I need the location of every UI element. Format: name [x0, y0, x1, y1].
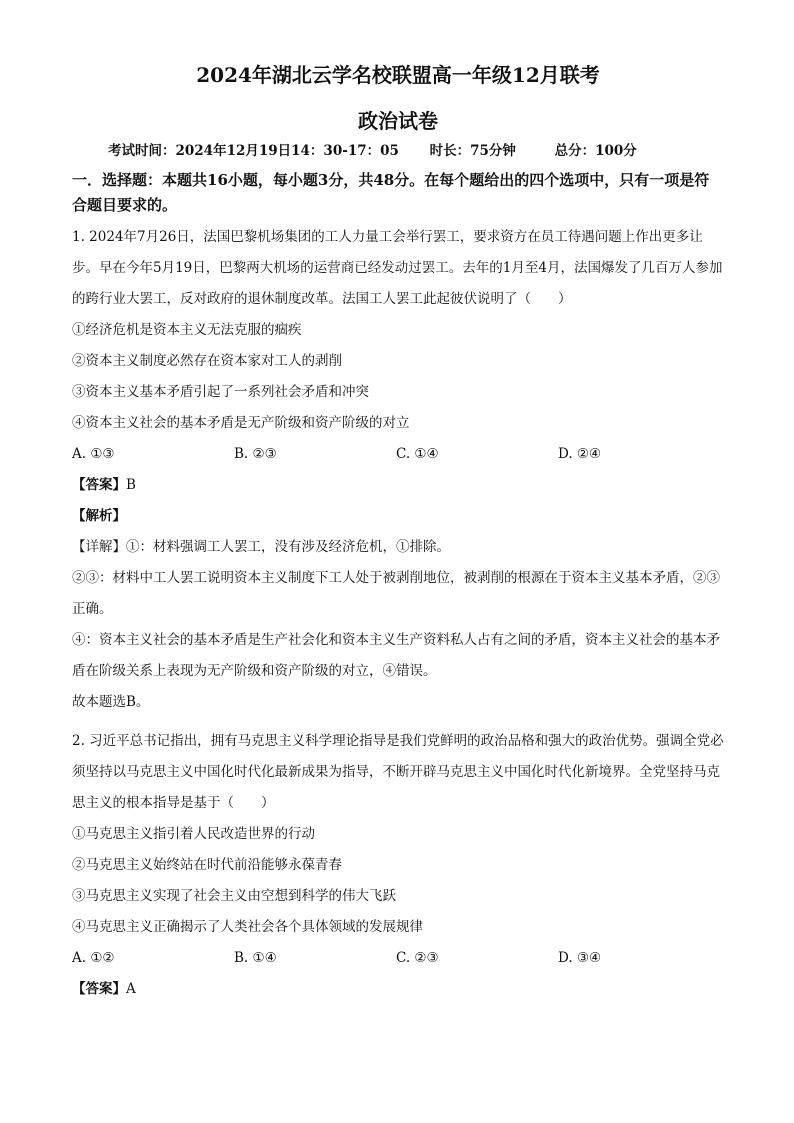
option-a: A. ①② — [72, 950, 115, 966]
question-2 — [72, 726, 724, 1005]
answer-value: B — [126, 477, 136, 493]
exam-total-score: 总分：100分 — [554, 143, 637, 159]
question-stem: 2. 习近平总书记指出，拥有马克思主义科学理论指导是我们党鲜明的政治品格和强大的政治优势。强调全党必须坚持以马克思主义中国化时代化最新成果为指导，不断开辟马克思主义中国化时代化新境界。全党坚持马克思主义的根本指导是基于（ ） — [72, 733, 724, 811]
section-heading: 一．选择题：本题共16小题，每小题3分，共48分。在每个题给出的四个选项中，只有一项是符合题目要求的。 — [72, 171, 710, 214]
statement-item: ①经济危机是资本主义无法克服的痼疾 — [72, 322, 302, 338]
option-c: C. ②③ — [396, 950, 439, 966]
answer-line — [72, 974, 724, 1005]
answer-line — [72, 470, 724, 501]
option-d: D. ③④ — [558, 950, 602, 966]
statement-item: ③马克思主义实现了社会主义由空想到科学的伟大飞跃 — [72, 888, 396, 904]
statement-item: ②马克思主义始终站在时代前沿能够永葆青春 — [72, 857, 342, 873]
exam-duration: 时长：75分钟 — [429, 143, 516, 159]
option-c: C. ①④ — [396, 446, 439, 462]
exam-page — [72, 62, 724, 1005]
conclusion-text: 故本题选B。 — [72, 694, 150, 710]
answer-options — [72, 943, 724, 974]
exam-time: 考试时间：2024年12月19日14：30-17：05 — [108, 143, 399, 159]
analysis-tag: 【解析】 — [72, 508, 126, 524]
statement-item: ①马克思主义指引着人民改造世界的行动 — [72, 826, 315, 842]
option-b: B. ②③ — [234, 446, 277, 462]
question-gap — [72, 718, 724, 726]
detail-text: ②③：材料中工人罢工说明资本主义制度下工人处于被剥削地位，被剥削的根源在于资本主义基本矛盾，②③正确。 — [72, 570, 720, 617]
answer-tag: 【答案】 — [72, 477, 126, 493]
question-1 — [72, 222, 724, 718]
statement-item: ②资本主义制度必然存在资本家对工人的剥削 — [72, 353, 342, 369]
answer-tag: 【答案】 — [72, 981, 126, 997]
option-d: D. ②④ — [558, 446, 602, 462]
detail-text: ①：材料强调工人罢工，没有涉及经济危机，①排除。 — [126, 539, 450, 555]
question-stem: 1. 2024年7月26日，法国巴黎机场集团的工人力量工会举行罢工，要求资方在员工待遇问题上作出更多让步。早在今年5月19日，巴黎两大机场的运营商已经发动过罢工。去年的1月至4月，法国爆发了几百万人参加的跨行业大罢工，反对政府的退休制度改革。法国工人罢工此起彼伏说明了（ ） — [72, 229, 723, 307]
option-a: A. ①③ — [72, 446, 115, 462]
option-b: B. ①④ — [234, 950, 277, 966]
exam-title: 2024年湖北云学名校联盟高一年级12月联考 — [196, 63, 600, 87]
exam-info — [72, 142, 724, 160]
statement-item: ④资本主义社会的基本矛盾是无产阶级和资产阶级的对立 — [72, 415, 410, 431]
detail-line — [72, 532, 724, 563]
answer-value: A — [126, 981, 136, 997]
statement-item: ④马克思主义正确揭示了人类社会各个具体领域的发展规律 — [72, 919, 423, 935]
statement-item: ③资本主义基本矛盾引起了一系列社会矛盾和冲突 — [72, 384, 369, 400]
detail-tag: 【详解】 — [72, 539, 126, 555]
answer-options — [72, 439, 724, 470]
analysis-line — [72, 501, 724, 532]
exam-subject: 政治试卷 — [358, 109, 438, 133]
detail-text: ④：资本主义社会的基本矛盾是生产社会化和资本主义生产资料私人占有之间的矛盾，资本主义社会的基本矛盾在阶级关系上表现为无产阶级和资产阶级的对立，④错误。 — [72, 632, 720, 679]
